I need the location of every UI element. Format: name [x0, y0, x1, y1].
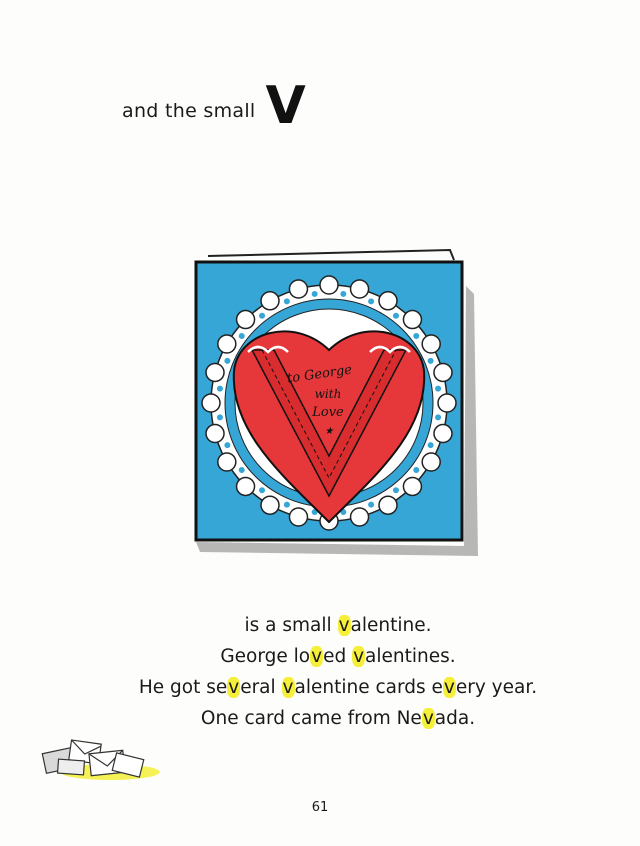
text-line — [36, 641, 640, 672]
doily-scallop — [218, 453, 236, 471]
doily-scallop — [434, 425, 452, 443]
heading-letter: V — [265, 76, 306, 136]
highlighted-letter: v — [353, 646, 365, 667]
doily-scallop — [237, 477, 255, 495]
highlighted-letter: v — [443, 677, 455, 698]
doily-scallop — [379, 496, 397, 514]
doily-hole — [368, 502, 374, 508]
envelope-pile — [42, 740, 143, 777]
doily-hole — [284, 298, 290, 304]
text-segment: He got se — [138, 677, 228, 698]
doily-hole — [259, 313, 265, 319]
doily-hole — [217, 386, 223, 392]
text-segment: George lo — [220, 646, 311, 667]
text-line — [36, 610, 640, 641]
highlighted-letter: v — [282, 677, 294, 698]
doily-hole — [239, 333, 245, 339]
doily-scallop — [403, 311, 421, 329]
doily-scallop — [261, 292, 279, 310]
text-segment: is a small — [244, 615, 338, 636]
doily-scallop — [351, 280, 369, 298]
doily-scallop — [320, 276, 338, 294]
inscription-line: Love — [312, 405, 344, 420]
doily-scallop — [434, 363, 452, 381]
highlighted-letter: v — [422, 708, 434, 729]
highlighted-letter: v — [338, 615, 350, 636]
doily-hole — [413, 467, 419, 473]
text-segment: alentine cards e — [294, 677, 443, 698]
valentine-card-svg — [188, 246, 478, 556]
doily-scallop — [218, 335, 236, 353]
highlighted-letter: v — [228, 677, 240, 698]
text-segment: One card came from Ne — [200, 708, 422, 729]
doily-hole — [224, 442, 230, 448]
doily-scallop — [403, 477, 421, 495]
doily-scallop — [289, 508, 307, 526]
doily-hole — [413, 333, 419, 339]
text-segment: ed — [323, 646, 353, 667]
body-text — [0, 610, 640, 734]
card-back-edge — [208, 250, 454, 260]
text-line — [36, 672, 640, 703]
doily-scallop — [438, 394, 456, 412]
doily-hole — [393, 313, 399, 319]
text-segment: ada. — [434, 708, 476, 729]
doily-scallop — [289, 280, 307, 298]
inscription-line: with — [314, 387, 342, 401]
text-segment: ery year. — [455, 677, 538, 698]
text-line — [36, 703, 640, 734]
doily-hole — [340, 291, 346, 297]
envelopes-svg — [40, 736, 164, 784]
doily-scallop — [422, 453, 440, 471]
doily-scallop — [379, 292, 397, 310]
doily-hole — [428, 358, 434, 364]
doily-scallop — [351, 508, 369, 526]
inscription-line: to George — [286, 362, 353, 387]
doily-scallop — [206, 363, 224, 381]
doily-hole — [239, 467, 245, 473]
doily-hole — [368, 298, 374, 304]
doily-hole — [224, 358, 230, 364]
doily-hole — [428, 442, 434, 448]
doily-hole — [259, 487, 265, 493]
envelopes-illustration — [40, 736, 164, 788]
doily-hole — [393, 487, 399, 493]
heading-text: and the small — [122, 100, 256, 122]
doily-hole — [435, 386, 441, 392]
text-segment: alentines. — [365, 646, 456, 667]
page-number: 61 — [311, 800, 329, 815]
doily-hole — [217, 414, 223, 420]
doily-hole — [435, 414, 441, 420]
text-segment: alentine. — [350, 615, 432, 636]
doily-scallop — [261, 496, 279, 514]
doily-scallop — [206, 425, 224, 443]
valentine-card-illustration — [188, 246, 478, 556]
doily-hole — [312, 291, 318, 297]
page-heading — [122, 76, 306, 136]
highlighted-letter: v — [311, 646, 323, 667]
doily-scallop — [202, 394, 220, 412]
doily-scallop — [237, 311, 255, 329]
inscription-star: ★ — [324, 426, 334, 437]
doily-scallop — [422, 335, 440, 353]
doily-hole — [284, 502, 290, 508]
text-segment: eral — [240, 677, 282, 698]
